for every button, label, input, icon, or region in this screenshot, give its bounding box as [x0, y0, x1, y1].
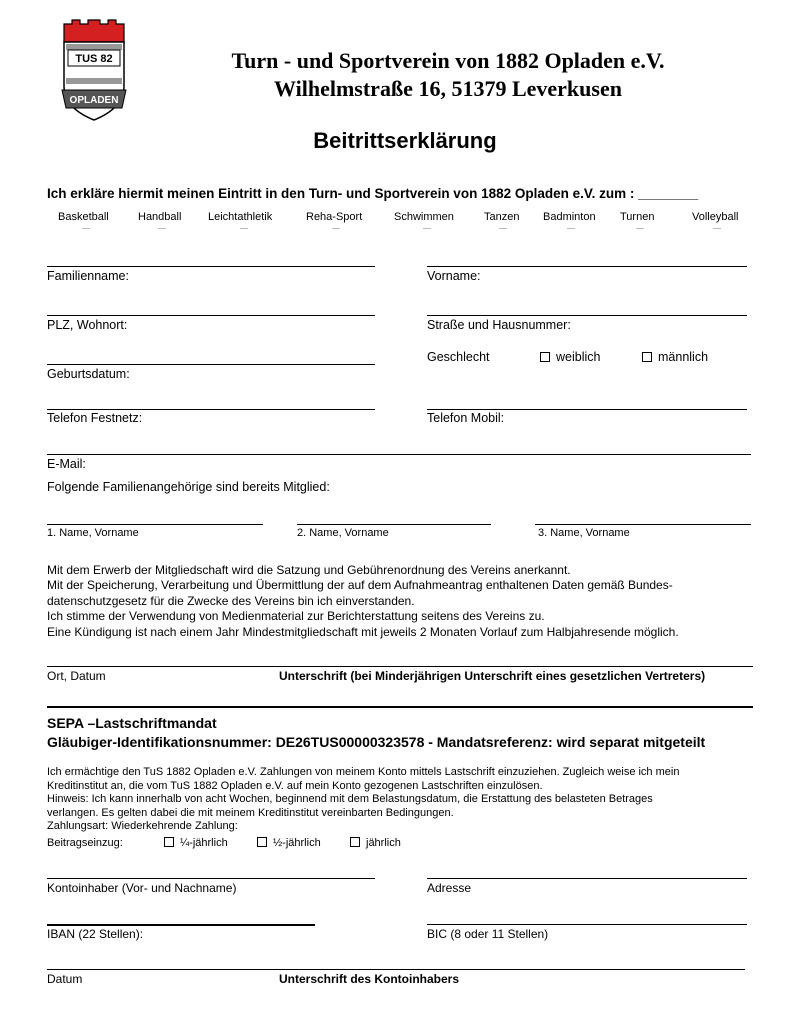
sepa-text-line: Hinweis: Ich kann innerhalb von acht Wochen, beginnend mit dem Belastungsdatum, die Erstattung des belasteten Betrages	[47, 793, 653, 806]
sport-schwimmen: Schwimmen	[394, 211, 454, 223]
kontoinhaber-label: Kontoinhaber (Vor- und Nachname)	[47, 881, 237, 895]
name1-label: 1. Name, Vorname	[47, 527, 139, 539]
sport-basketball: Basketball	[58, 211, 109, 223]
consent-line: datenschutzgesetz für die Zwecke des Vereins bin ich einverstanden.	[47, 593, 415, 608]
tel-fest-label: Telefon Festnetz:	[47, 411, 143, 425]
halfyearly-checkbox[interactable]	[257, 837, 267, 847]
strasse-field[interactable]	[427, 315, 747, 316]
name2-field[interactable]	[297, 524, 491, 525]
name1-field[interactable]	[47, 524, 263, 525]
checkbox-basketball[interactable]	[82, 228, 90, 229]
club-name: Turn - und Sportverein von 1882 Opladen e.V.	[231, 48, 665, 73]
quarterly-label: ¼-jährlich	[180, 837, 228, 849]
weiblich-label: weiblich	[556, 350, 601, 364]
sport-volleyball: Volleyball	[692, 211, 739, 223]
geschlecht-label: Geschlecht	[427, 350, 490, 364]
geburtsdatum-label: Geburtsdatum:	[47, 367, 130, 381]
bic-field[interactable]	[427, 924, 747, 925]
familie-label: Folgende Familienangehörige sind bereits Mitglied:	[47, 480, 330, 494]
kontoinhaber-field[interactable]	[47, 878, 375, 879]
intro-text: Ich erkläre hiermit meinen Eintritt in den Turn- und Sportverein von 1882 Opladen e.V. zum : ________	[47, 186, 699, 201]
sport-handball: Handball	[138, 211, 182, 223]
halfyearly-label: ½-jährlich	[273, 837, 321, 849]
unterschrift-member-label: Unterschrift (bei Minderjährigen Unterschrift eines gesetzlichen Vertreters)	[279, 669, 706, 683]
sepa-text-line: Ich ermächtige den TuS 1882 Opladen e.V. Zahlungen von meinem Konto mittels Lastschrift einzuziehen. Zugleich weise ich mein	[47, 766, 680, 778]
name2-label: 2. Name, Vorname	[297, 527, 389, 539]
sport-badminton: Badminton	[543, 211, 596, 223]
maennlich-checkbox[interactable]	[642, 352, 652, 362]
tel-mobil-field[interactable]	[427, 409, 747, 410]
checkbox-reha-sport[interactable]	[332, 228, 340, 229]
sport-turnen: Turnen	[620, 211, 655, 223]
checkbox-schwimmen[interactable]	[423, 228, 431, 229]
vorname-field[interactable]	[427, 266, 747, 267]
adresse-field[interactable]	[427, 878, 747, 879]
maennlich-option[interactable]	[642, 350, 708, 364]
beitragseinzug-label: Beitragseinzug:	[47, 837, 123, 849]
vorname-label: Vorname:	[427, 269, 481, 283]
sport-reha-sport: Reha-Sport	[306, 211, 363, 223]
checkbox-turnen[interactable]	[636, 228, 644, 229]
checkbox-tanzen[interactable]	[499, 228, 507, 229]
adresse-label: Adresse	[427, 881, 472, 895]
checkbox-leichtathletik[interactable]	[240, 228, 248, 229]
datum-label: Datum	[47, 972, 83, 986]
iban-label: IBAN (22 Stellen):	[47, 927, 144, 941]
consent-line: Mit dem Erwerb der Mitgliedschaft wird die Satzung und Gebührenordnung des Vereins anerkannt.	[47, 563, 571, 577]
strasse-label: Straße und Hausnummer:	[427, 318, 571, 332]
logo-text-top: TUS 82	[75, 53, 113, 65]
consent-line: Eine Kündigung ist nach einem Jahr Mindestmitgliedschaft mit jeweils 2 Monaten Vorlauf zum Halbjahresende möglich.	[47, 624, 679, 639]
unterschrift-kontoinhaber-label: Unterschrift des Kontoinhabers	[279, 972, 460, 986]
bic-label: BIC (8 oder 11 Stellen)	[427, 927, 549, 941]
sepa-text	[47, 766, 679, 834]
section-divider	[47, 706, 753, 708]
yearly-label: jährlich	[366, 837, 401, 849]
consent-line: Ich stimme der Verwendung von Medienmaterial zur Berichterstattung seitens des Vereins zu.	[47, 609, 545, 624]
weiblich-option[interactable]	[540, 350, 600, 364]
signature-member-field[interactable]	[47, 666, 753, 667]
yearly-checkbox[interactable]	[350, 837, 360, 847]
iban-field[interactable]	[47, 924, 315, 926]
email-field[interactable]	[47, 454, 751, 455]
weiblich-checkbox[interactable]	[540, 352, 550, 362]
sepa-title: SEPA –Lastschriftmandat	[47, 715, 217, 731]
ort-datum-label: Ort, Datum	[47, 669, 106, 683]
name3-label: 3. Name, Vorname	[538, 527, 630, 539]
sepa-text-line: verlangen. Es gelten dabei die mit meinem Kreditinstitut vereinbarten Bedingungen.	[47, 806, 454, 819]
consent-text	[47, 563, 679, 640]
option-yearly[interactable]	[350, 837, 401, 849]
sport-leichtathletik: Leichtathletik	[208, 211, 273, 223]
geburtsdatum-field[interactable]	[47, 364, 375, 365]
club-address: Wilhelmstraße 16, 51379 Leverkusen	[274, 76, 622, 101]
checkbox-volleyball[interactable]	[713, 228, 721, 229]
sepa-text-line: Kreditinstitut an, die vom TuS 1882 Opladen e.V. auf mein Konto gezogenen Lastschriften einzulösen.	[47, 779, 543, 792]
page-title: Beitrittserklärung	[313, 128, 497, 153]
familienname-label: Familienname:	[47, 269, 129, 283]
tel-fest-field[interactable]	[47, 409, 375, 410]
plz-label: PLZ, Wohnort:	[47, 318, 128, 332]
email-label: E-Mail:	[47, 457, 86, 471]
glaeubiger-id: Gläubiger-Identifikationsnummer: DE26TUS00000323578 - Mandatsreferenz: wird separat mitgeteilt	[47, 734, 706, 750]
name3-field[interactable]	[535, 524, 751, 525]
quarterly-checkbox[interactable]	[164, 837, 174, 847]
signature-account-field[interactable]	[47, 969, 745, 970]
plz-field[interactable]	[47, 315, 375, 316]
option-quarterly[interactable]	[164, 837, 228, 849]
checkbox-handball[interactable]	[158, 228, 166, 229]
sepa-text-line: Zahlungsart: Wiederkehrende Zahlung:	[47, 820, 238, 833]
maennlich-label: männlich	[658, 350, 709, 364]
consent-line: Mit der Speicherung, Verarbeitung und Übermittlung der auf dem Aufnahmeantrag enthaltenen Daten gemäß Bundes-	[47, 578, 673, 593]
option-halfyearly[interactable]	[257, 837, 321, 849]
sport-tanzen: Tanzen	[484, 211, 520, 223]
logo-text-bottom: OPLADEN	[69, 95, 119, 106]
familienname-field[interactable]	[47, 266, 375, 267]
checkbox-badminton[interactable]	[567, 228, 575, 229]
tel-mobil-label: Telefon Mobil:	[427, 411, 505, 425]
